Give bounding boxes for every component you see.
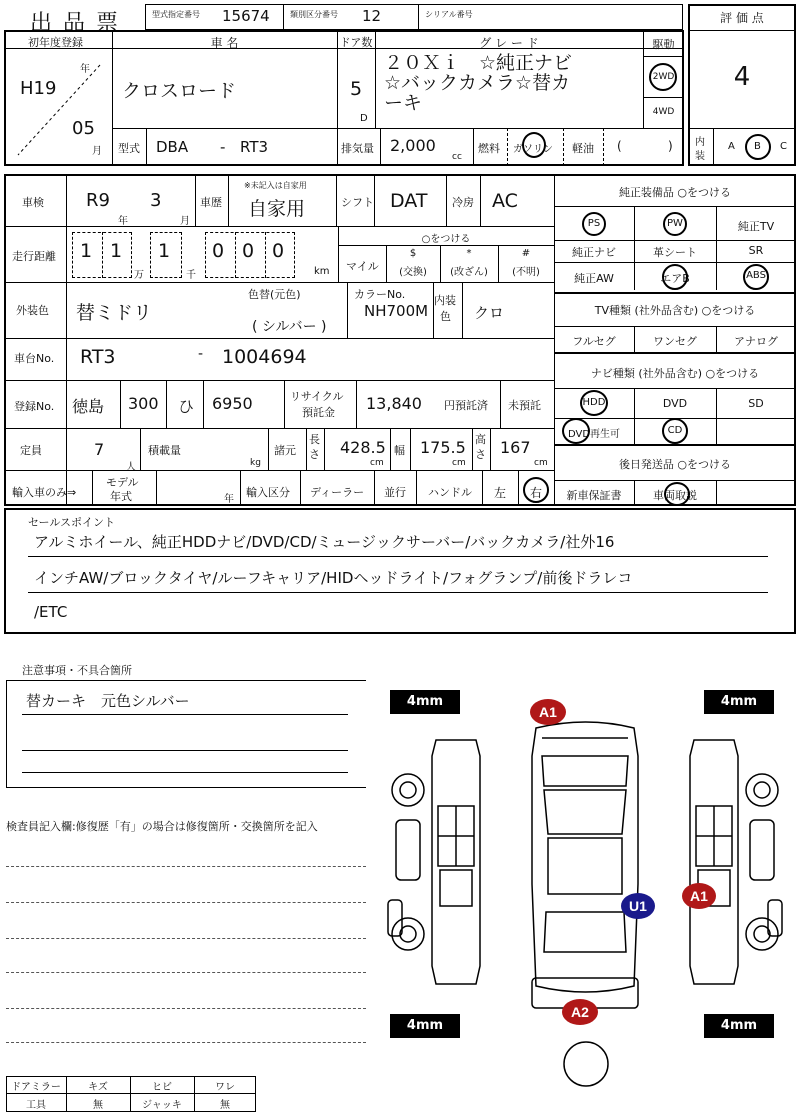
tools-header-3: ヒビ [152, 1082, 172, 1093]
class-no: 12 [362, 7, 382, 25]
chassis-no: 1004694 [222, 346, 307, 368]
mileage-digit-2: 1 [110, 240, 123, 262]
notes-label: 注意事項・不具合箇所 [22, 664, 132, 677]
fuel-gasoline: ガソリン [513, 144, 553, 155]
chassis-prefix: RT3 [80, 346, 116, 368]
month-unit: 月 [92, 146, 102, 157]
score-label: 評 価 点 [720, 11, 764, 25]
sales-line-1: アルミホイール、純正HDDナビ/DVD/CD/ミュージックサーバー/バックカメラ/社外16 [34, 533, 615, 551]
damage-mark-a1-bonnet [530, 699, 566, 725]
tools-cell-1: 工具 [26, 1100, 46, 1111]
drive-4wd: 4WD [652, 107, 675, 117]
equip-navi: 純正ナビ [572, 246, 616, 259]
handle-right-circle [523, 477, 549, 503]
load-label: 積載量 [148, 444, 181, 457]
equip-airbag-circle [662, 264, 688, 290]
recycle-label-1: リサイクル [290, 390, 344, 403]
model-year-unit: 年 [224, 494, 234, 505]
damage-mark-u1 [621, 893, 655, 919]
fuel-light-oil: 軽油 [572, 142, 594, 155]
navi-sd: SD [748, 397, 764, 410]
plate-no: 6950 [212, 394, 253, 413]
mileage-digit-5: 0 [242, 240, 255, 262]
equip-abs: ABS [746, 270, 766, 281]
displacement-label: 排気量 [341, 142, 374, 155]
doors-label: ドア数 [339, 36, 373, 49]
km-unit: km [314, 266, 330, 277]
aircon-value: AC [492, 190, 518, 212]
history-value: 自家用 [248, 198, 306, 220]
tools-cell-3: ジャッキ [142, 1100, 182, 1111]
tv-analog: アナログ [734, 335, 778, 348]
mileage-digit-1: 1 [80, 240, 93, 262]
interior-grade-a: A [728, 141, 735, 152]
type-code: RT3 [240, 138, 269, 156]
interior-grade-circle [745, 134, 771, 160]
unknown-sym: # [521, 248, 531, 259]
plate-region: 徳島 [72, 397, 105, 416]
first-reg-month: 05 [72, 118, 95, 139]
navi-dvd: DVD [662, 397, 688, 410]
displacement-value: 2,000 [390, 136, 436, 155]
handle-label: ハンドル [428, 486, 472, 499]
circle-note: ○をつける [421, 234, 471, 245]
equip-abs-circle [743, 264, 769, 290]
chassis-label: 車台No. [14, 352, 55, 365]
equipment-title: 純正装備品 ○をつける [618, 186, 732, 199]
drive-2wd: 2WD [652, 72, 675, 82]
displacement-unit: cc [452, 152, 462, 162]
doors-type: D [360, 113, 368, 124]
history-note: ※未記入は自家用 [244, 181, 307, 190]
drive-label: 駆動 [652, 38, 675, 51]
width-value: 175.5 [420, 438, 466, 457]
man-unit: 万 [134, 270, 144, 281]
shift-label: シフト [341, 196, 374, 209]
handle-right: 右 [530, 486, 543, 500]
navi-hdd-circle [580, 390, 608, 416]
car-diagram [376, 704, 796, 1086]
height-unit: cm [534, 458, 548, 468]
first-reg-year: H19 [20, 78, 57, 99]
tools-header-1: ドアミラー [11, 1082, 61, 1093]
equip-pw: PW [667, 218, 683, 229]
grade-line-1: ２０Ｘｉ ☆純正ナビ [384, 52, 573, 74]
import-dealer: ディーラー [310, 486, 365, 499]
serial-label: シリアル番号 [425, 10, 473, 19]
drive-2wd-circle [649, 63, 677, 91]
navi-dvd-play-circle [562, 418, 590, 444]
type-dash: - [220, 138, 226, 156]
aircon-label: 冷房 [452, 196, 474, 209]
capacity-label: 定員 [20, 444, 42, 457]
inspector-label: 検査員記入欄:修復歴「有」の場合は修復箇所・交換箇所を記入 [6, 820, 318, 833]
score-value: 4 [733, 62, 751, 92]
chassis-dash: - [198, 346, 204, 362]
spec-label: 諸元 [274, 444, 296, 457]
equip-pw-circle [663, 212, 687, 236]
notes-line-1: 替カーキ 元色シルバー [26, 692, 190, 710]
tools-header-4: ワレ [215, 1082, 235, 1093]
color-change-label: 色替(元色) [248, 288, 301, 301]
tools-header-2: キズ [88, 1082, 108, 1093]
equip-ps-circle [582, 212, 606, 236]
width-label: 幅 [394, 444, 405, 457]
damage-mark-a2-rear [562, 999, 598, 1025]
navi-hdd: HDD [582, 397, 606, 408]
shaken-label: 車検 [22, 196, 44, 209]
navi-cd: CD [667, 425, 683, 436]
capacity-unit: 人 [126, 462, 136, 473]
tools-cell-2: 無 [93, 1100, 103, 1111]
model-year-label-2: 年式 [110, 490, 132, 503]
recycle-label-2: 預託金 [302, 406, 335, 419]
damage-mark-a1-right [682, 883, 716, 909]
height-label: 高さ [475, 433, 486, 461]
sales-point-label: セールスポイント [28, 516, 116, 529]
sales-line-3: /ETC [34, 603, 68, 621]
recycle-not: 未預託 [508, 399, 541, 412]
tamper-label: (改ざん) [450, 267, 488, 278]
plate-kana: ひ [178, 397, 195, 416]
class-no-label: 類別区分番号 [290, 10, 338, 19]
type-label: 型式 [118, 142, 140, 155]
color-no-label: カラーNo. [354, 288, 406, 301]
interior-grade-b: B [754, 141, 761, 152]
length-label: 長さ [309, 433, 320, 461]
later-warranty: 新車保証書 [566, 489, 622, 502]
shaken-month: 3 [150, 190, 162, 211]
mileage-digit-3: 1 [158, 240, 171, 262]
tamper-sym: * [466, 248, 472, 259]
mileage-label: 走行距離 [12, 250, 56, 263]
doors-value: 5 [349, 78, 363, 100]
tv-fullseg: フルセグ [572, 335, 616, 348]
equip-tv: 純正TV [737, 220, 775, 233]
tools-cell-4: 無 [220, 1100, 230, 1111]
navi-title: ナビ種類 (社外品含む) ○をつける [590, 367, 760, 380]
width-unit: cm [452, 458, 466, 468]
type-prefix: DBA [156, 138, 189, 156]
recycle-unit: 円預託済 [444, 399, 488, 412]
import-parallel: 並行 [384, 486, 406, 499]
model-year-label-1: モデル [106, 476, 139, 489]
interior-label-2: 装 [695, 151, 705, 162]
interior-grade-c: C [780, 141, 787, 152]
fuel-label: 燃料 [478, 142, 500, 155]
original-color: ( シルバー ) [252, 319, 327, 335]
color-no: NH700M [364, 302, 429, 320]
equip-sr: SR [748, 244, 764, 257]
history-label: 車歴 [200, 196, 222, 209]
exchange-label: (交換) [399, 267, 427, 278]
exchange-sym: $ [409, 248, 417, 259]
vehicle-name: クロスロード [122, 80, 237, 102]
name-label: 車 名 [210, 36, 239, 50]
equip-aw: 純正AW [574, 272, 614, 285]
equip-ps: PS [587, 218, 601, 229]
navi-cd-circle [662, 418, 688, 444]
fuel-other-open: ( [617, 139, 622, 153]
later-title: 後日発送品 ○をつける [618, 458, 732, 471]
interior-color-label-2: 色 [440, 310, 451, 323]
tv-title: TV種類 (社外品含む) ○をつける [594, 304, 756, 317]
length-value: 428.5 [340, 438, 386, 457]
sales-line-2: インチAW/ブロックタイヤ/ルーフキャリア/HIDヘッドライト/フォグランプ/前後ドラレコ [34, 569, 633, 587]
interior-label-1: 内 [695, 137, 705, 148]
svg-text:A2: A2 [571, 1004, 589, 1020]
model-no: 15674 [222, 7, 270, 25]
shaken-month-unit: 月 [180, 216, 190, 227]
interior-color-label-1: 内装 [434, 294, 456, 307]
handle-left: 左 [494, 486, 507, 500]
later-manual: 車両取説 [653, 489, 697, 502]
tread-rear-right: 4mm [704, 1014, 774, 1038]
load-unit: kg [250, 458, 261, 468]
tv-oneseg: ワンセグ [653, 335, 697, 348]
color-value: 替ミドリ [76, 302, 153, 324]
first-reg-label: 初年度登録 [28, 36, 83, 49]
fuel-other-close: ) [668, 139, 673, 153]
tread-front-right: 4mm [704, 690, 774, 714]
svg-text:A1: A1 [690, 888, 708, 904]
mileage-digit-4: 0 [212, 240, 225, 262]
shaken-year-unit: 年 [118, 216, 128, 227]
height-value: 167 [500, 438, 531, 457]
capacity-value: 7 [94, 440, 105, 459]
equip-airbag: エアB [660, 272, 690, 285]
model-no-label: 型式指定番号 [152, 10, 200, 19]
navi-dvd-play: DVD再生可 [567, 429, 621, 440]
mileage-digit-6: 0 [272, 240, 285, 262]
svg-text:U1: U1 [629, 898, 647, 914]
import-class-label: 輸入区分 [246, 486, 290, 499]
document-title: 出 品 票 [30, 11, 120, 36]
grade-label: グ レ ー ド [479, 36, 539, 50]
recycle-amount: 13,840 [366, 394, 422, 413]
color-label: 外装色 [16, 304, 49, 317]
mile-option: マイル [346, 260, 379, 273]
equip-leather: 革シート [653, 246, 697, 259]
interior-color: クロ [474, 304, 505, 322]
length-unit: cm [370, 458, 384, 468]
tread-front-left: 4mm [390, 690, 460, 714]
shaken-era: R9 [86, 190, 110, 211]
plate-label: 登録No. [14, 400, 55, 413]
svg-text:A1: A1 [539, 704, 557, 720]
plate-class: 300 [128, 394, 159, 413]
shift-value: DAT [390, 190, 428, 212]
tread-rear-left: 4mm [390, 1014, 460, 1038]
year-unit: 年 [80, 64, 90, 75]
unknown-label: (不明) [512, 267, 540, 278]
fuel-circle [522, 132, 546, 158]
import-label: 輸入車のみ⇒ [12, 486, 77, 499]
grade-line-3: ーキ [384, 92, 423, 114]
grade-line-2: ☆バックカメラ☆替カ [384, 72, 571, 94]
sen-unit: 千 [186, 270, 196, 281]
later-manual-circle [664, 482, 690, 506]
